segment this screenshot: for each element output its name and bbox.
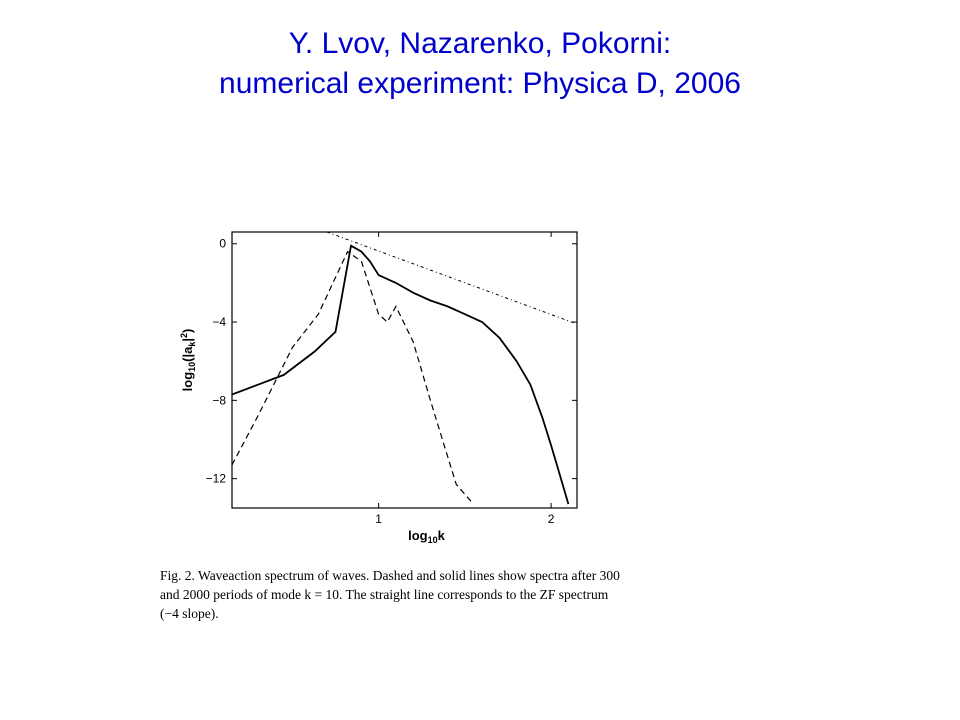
x-axis-label: $\log_{10}k$ <box>408 528 445 545</box>
series-line-dashed <box>232 252 474 505</box>
caption-text: Waveaction spectrum of waves. Dashed and solid lines show spectra after 300 and 2000 periods of mode k = 10. The straight line corresponds to the ZF spectrum (−4 slope). <box>160 568 620 621</box>
slide-title-line1: Y. Lvov, Nazarenko, Pokorni: <box>288 27 672 60</box>
x-tick-label: 1 <box>375 512 382 526</box>
slide-title-line2: numerical experiment: Physica D, 2006 <box>219 67 741 100</box>
caption-label: Fig. 2. <box>160 568 195 583</box>
figure-caption <box>160 566 630 623</box>
y-tick-label: −12 <box>205 471 226 486</box>
series-line-solid <box>232 246 568 504</box>
y-tick-label: 0 <box>219 236 226 251</box>
x-tick-label: 2 <box>547 512 555 526</box>
series-line-dash-dot <box>327 232 577 324</box>
y-tick-label: −4 <box>212 315 226 330</box>
plot-frame <box>232 232 577 508</box>
y-tick-label: −8 <box>212 393 226 408</box>
y-axis-label: $\log_{10}(|a_k|^2)$ <box>179 328 197 392</box>
